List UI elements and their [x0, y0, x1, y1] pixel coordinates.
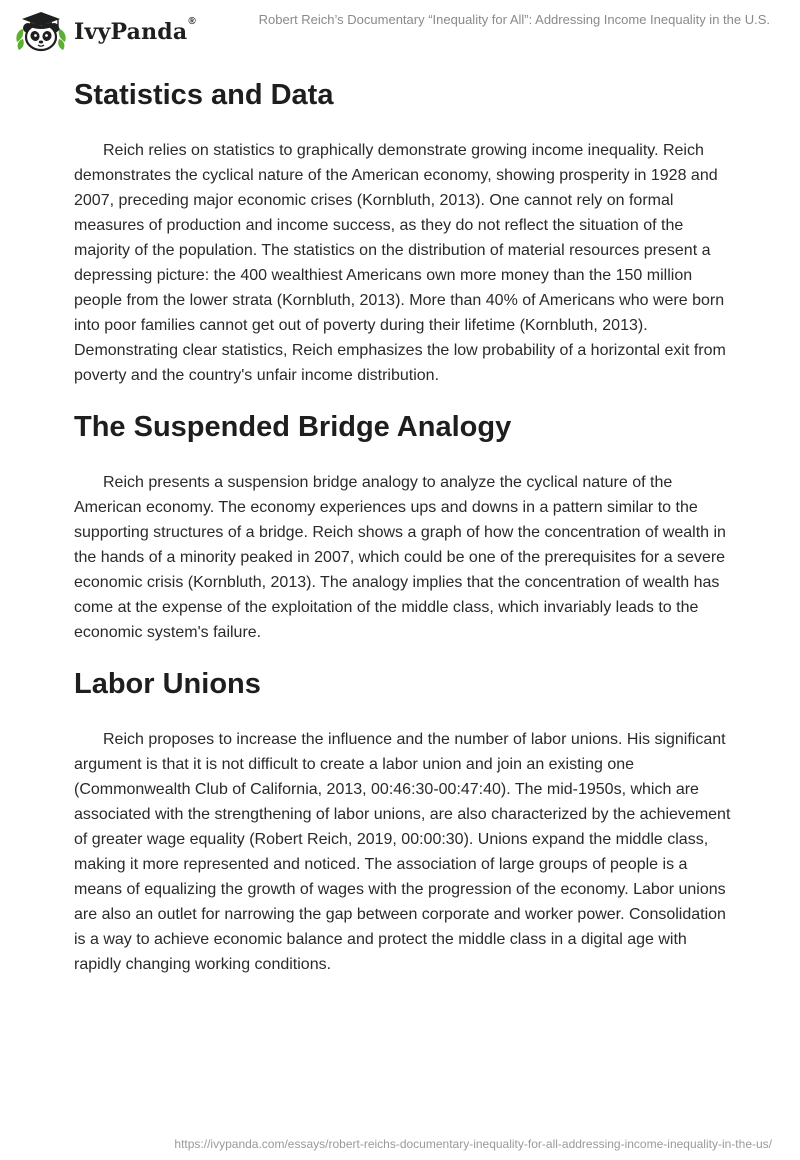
source-url-link[interactable]: https://ivypanda.com/essays/robert-reichs-documentary-inequality-for-all-addressing-income-inequality-in-the-us/ — [174, 1137, 772, 1151]
section-heading: Statistics and Data — [74, 79, 334, 111]
panda-graduate-icon — [14, 8, 68, 54]
running-title: Robert Reich’s Documentary “Inequality for All”: Addressing Income Inequality in the U.S. — [258, 12, 770, 27]
section-statistics-and-data — [74, 74, 734, 388]
section-heading: Labor Unions — [74, 668, 261, 700]
section-paragraph: Reich proposes to increase the influence and the number of labor unions. His significant argument is that it is not difficult to create a labor union and join an existing one (Commonwealth Club of California, 2013, 00:46:30-00:47:40). The mid-1950s, which are associated with the strengthening of labor unions, are also characterized by the achievement of greater wage equality (Robert Reich, 2019, 00:00:30). Unions expand the middle class, making it more represented and noticed. The association of large groups of people is a means of equalizing the growth of wages with the progression of the economy. Labor unions are also an outlet for narrowing the gap between corporate and worker power. Consolidation is a way to achieve economic balance and protect the middle class in a digital age with rapidly changing working conditions. — [74, 731, 731, 973]
brand-name: IvyPanda® — [74, 16, 196, 45]
registered-mark: ® — [188, 16, 196, 27]
page-header — [0, 0, 800, 60]
section-suspended-bridge-analogy — [74, 406, 734, 645]
section-heading: The Suspended Bridge Analogy — [74, 411, 512, 443]
essay-content — [74, 70, 734, 977]
brand-logo[interactable] — [14, 8, 196, 54]
section-labor-unions — [74, 663, 734, 977]
section-paragraph: Reich relies on statistics to graphically demonstrate growing income inequality. Reich demonstrates the cyclical nature of the American economy, showing prosperity in 1928 and 2007, preceding major economic crises (Kornbluth, 2013). One cannot rely on formal measures of production and income success, as they do not reflect the situation of the majority of the population. The statistics on the distribution of material resources present a depressing picture: the 400 wealthiest Americans own more money than the 150 million people from the lower strata (Kornbluth, 2013). More than 40% of Americans who were born into poor families cannot get out of poverty during their lifetime (Kornbluth, 2013). Demonstrating clear statistics, Reich emphasizes the low probability of a horizontal exit from poverty and the country's unfair income distribution. — [74, 142, 726, 384]
section-paragraph: Reich presents a suspension bridge analogy to analyze the cyclical nature of the American economy. The economy experiences ups and downs in a pattern similar to the supporting structures of a bridge. Reich shows a graph of how the concentration of wealth in the hands of a minority peaked in 2007, which could be one of the prerequisites for a severe economic crisis (Kornbluth, 2013). The analogy implies that the concentration of wealth has come at the expense of the exploitation of the middle class, which invariably leads to the economic system's failure. — [74, 474, 726, 641]
